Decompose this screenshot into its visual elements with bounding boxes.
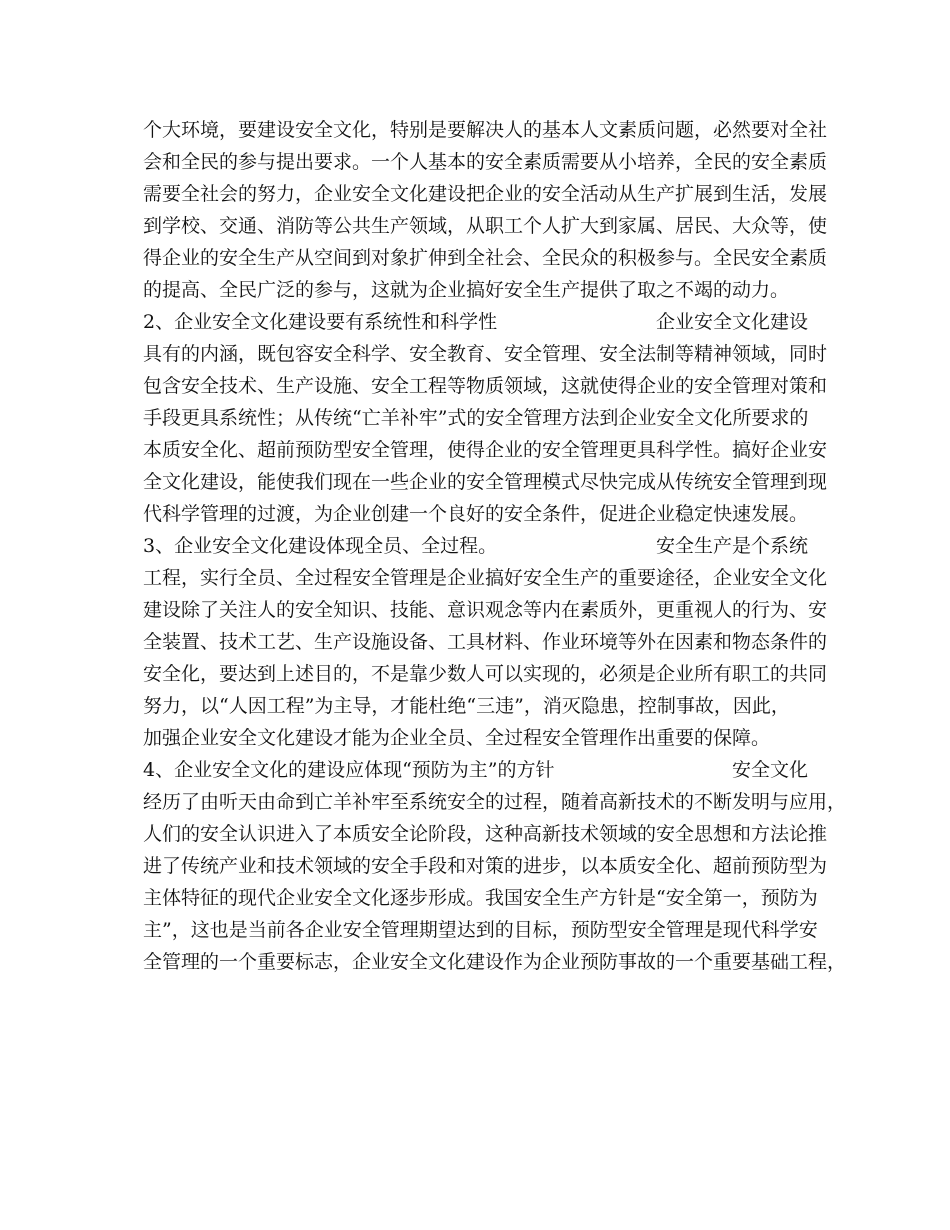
paragraph-line: 加强企业安全文化建设才能为企业全员、全过程安全管理作出重要的保障。 [143,727,771,749]
paragraph-line: 具有的内涵，既包容安全科学、安全教育、安全管理、安全法制等精神领域，同时 [143,343,828,365]
paragraph-line: 会和全民的参与提出要求。一个人基本的安全素质需要从小培养，全民的安全素质 [143,151,828,173]
paragraph-line: 得企业的安全生产从空间到对象扩伸到全社会、全民众的积极参与。全民安全素质 [143,247,828,269]
paragraph-line: 代科学管理的过渡，为企业创建一个良好的安全条件，促进企业稳定快速发展。 [143,503,809,525]
paragraph-line: 包含安全技术、生产设施、安全工程等物质领域，这就使得企业的安全管理对策和 [143,375,828,397]
section-4-title: 4、企业安全文化的建设应体现“预防为主”的方针 [143,759,555,781]
paragraph-line: 建设除了关注人的安全知识、技能、意识观念等内在素质外，更重视人的行为、安 [143,599,828,621]
section-heading-3 [143,530,828,562]
paragraph-line: 工程，实行全员、全过程安全管理是企业搞好安全生产的重要途径，企业安全文化 [143,567,828,589]
paragraph-line: 进了传统产业和技术领域的安全手段和对策的进步，以本质安全化、超前预防型为 [143,855,828,877]
body-text [143,114,847,978]
paragraph-line: 的提高、全民广泛的参与，这就为企业搞好安全生产提供了取之不竭的动力。 [143,279,790,301]
section-2-title: 2、企业安全文化建设要有系统性和科学性 [143,311,498,333]
paragraph-line: 安全化，要达到上述目的，不是靠少数人可以实现的，必须是企业所有职工的共同 [143,663,828,685]
section-2-lead: 企业安全文化建设 [655,311,808,333]
paragraph-line: 全文化建设，能使我们现在一些企业的安全管理模式尽快完成从传统安全管理到现 [143,471,828,493]
section-4-lead: 安全文化 [731,759,808,781]
paragraph-line: 个大环境，要建设安全文化，特别是要解决人的基本人文素质问题，必然要对全社 [143,119,828,141]
paragraph-line: 人们的安全认识进入了本质安全论阶段，这种高新技术领域的安全思想和方法论推 [143,823,828,845]
paragraph-line: 主体特征的现代企业安全文化逐步形成。我国安全生产方针是“安全第一，预防为 [143,887,818,909]
section-heading-4 [143,754,828,786]
section-3-lead: 安全生产是个系统 [655,535,808,557]
paragraph-line: 主”，这也是当前各企业安全管理期望达到的目标，预防型安全管理是现代科学安 [143,919,818,941]
paragraph-line: 全管理的一个重要标志，企业安全文化建设作为企业预防事故的一个重要基础工程， [143,951,847,973]
paragraph-line: 到学校、交通、消防等公共生产领域，从职工个人扩大到家属、居民、大众等，使 [143,215,828,237]
section-heading-2 [143,306,828,338]
section-3-title: 3、企业安全文化建设体现全员、全过程。 [143,535,498,557]
paragraph-line: 需要全社会的努力，企业安全文化建设把企业的安全活动从生产扩展到生活，发展 [143,183,828,205]
paragraph-line: 经历了由听天由命到亡羊补牢至系统安全的过程，随着高新技术的不断发明与应用， [143,791,847,813]
paragraph-line: 全装置、技术工艺、生产设施设备、工具材料、作业环境等外在因素和物态条件的 [143,631,828,653]
paragraph-line: 本质安全化、超前预防型安全管理，使得企业的安全管理更具科学性。搞好企业安 [143,439,828,461]
paragraph-line: 手段更具系统性；从传统“亡羊补牢”式的安全管理方法到企业安全文化所要求的 [143,407,809,429]
paragraph-line: 努力，以“人因工程”为主导，才能杜绝“三违”，消灭隐患，控制事故，因此， [143,695,790,717]
